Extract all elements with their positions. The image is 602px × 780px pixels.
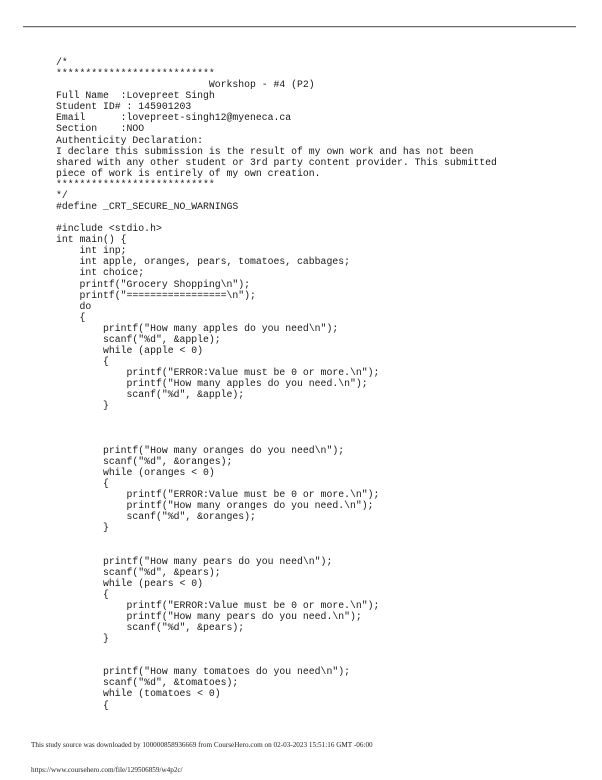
code-line: *************************** bbox=[56, 68, 215, 80]
code-line: #include <stdio.h> bbox=[56, 223, 162, 235]
code-line: while (apple < 0) bbox=[56, 345, 203, 357]
code-line: } bbox=[56, 522, 109, 534]
download-note: This study source was downloaded by 100000858936669 from CourseHero.com on 02-03-2023 15:51:16 GMT -06:00 bbox=[31, 741, 373, 749]
code-line: int choice; bbox=[56, 267, 145, 279]
code-line: piece of work is entirely of my own creation. bbox=[56, 167, 321, 179]
code-line: scanf("%d", &apple); bbox=[56, 389, 245, 401]
code-line: Email :lovepreet-singh12@myeneca.ca bbox=[56, 112, 292, 124]
code-line: printf("ERROR:Value must be 0 or more.\n"); bbox=[56, 599, 380, 611]
code-line bbox=[56, 644, 497, 655]
code-line: Student ID# : 145901203 bbox=[56, 101, 192, 113]
code-line: scanf("%d", &pears); bbox=[56, 621, 245, 633]
code-line: #define _CRT_SECURE_NO_WARNINGS bbox=[56, 201, 239, 213]
code-line: printf("How many apples do you need\n"); bbox=[56, 322, 339, 334]
code-line: printf("How many apples do you need.\n"); bbox=[56, 378, 368, 390]
code-line: printf("Grocery Shopping\n"); bbox=[56, 278, 251, 290]
code-line: I declare this submission is the result of my own work and has not been bbox=[56, 145, 474, 157]
code-line bbox=[56, 533, 497, 544]
code-line bbox=[56, 423, 497, 434]
code-line: } bbox=[56, 400, 109, 412]
code-line: do bbox=[56, 300, 92, 312]
code-line: printf("ERROR:Value must be 0 or more.\n"); bbox=[56, 489, 380, 501]
code-line bbox=[56, 434, 497, 445]
code-line bbox=[56, 544, 497, 555]
code-line: printf("How many tomatoes do you need\n"); bbox=[56, 666, 350, 678]
code-line bbox=[56, 412, 497, 423]
code-line: */ bbox=[56, 189, 68, 201]
code-line: scanf("%d", &pears); bbox=[56, 566, 221, 578]
code-line: shared with any other student or 3rd party content provider. This submitted bbox=[56, 156, 497, 168]
code-line: Section :NOO bbox=[56, 123, 145, 135]
code-line: { bbox=[56, 588, 109, 600]
code-line: Workshop - #4 (P2) bbox=[56, 79, 315, 91]
code-line bbox=[56, 655, 497, 666]
source-code-block bbox=[56, 57, 497, 711]
code-line: { bbox=[56, 356, 109, 368]
code-line: *************************** bbox=[56, 178, 215, 190]
code-line: int main() { bbox=[56, 234, 127, 246]
code-line: int apple, oranges, pears, tomatoes, cabbages; bbox=[56, 256, 350, 268]
code-line: printf("How many oranges do you need.\n"); bbox=[56, 500, 374, 512]
code-line: Full Name :Lovepreet Singh bbox=[56, 90, 215, 102]
code-line: Authenticity Declaration: bbox=[56, 134, 203, 146]
page-top-divider bbox=[23, 26, 576, 28]
code-line: scanf("%d", &oranges); bbox=[56, 511, 256, 523]
code-line bbox=[56, 212, 497, 223]
code-line: { bbox=[56, 477, 109, 489]
code-line: while (tomatoes < 0) bbox=[56, 688, 221, 700]
code-line: printf("ERROR:Value must be 0 or more.\n"); bbox=[56, 367, 380, 379]
code-line: while (pears < 0) bbox=[56, 577, 203, 589]
code-line: } bbox=[56, 633, 109, 645]
code-line: scanf("%d", &oranges); bbox=[56, 455, 233, 467]
code-line: scanf("%d", &apple); bbox=[56, 333, 221, 345]
code-line: printf("How many pears do you need.\n"); bbox=[56, 610, 362, 622]
code-line: while (oranges < 0) bbox=[56, 466, 215, 478]
code-line: { bbox=[56, 311, 86, 323]
code-line: { bbox=[56, 699, 109, 711]
code-line: printf("=================\n"); bbox=[56, 289, 256, 301]
source-url: https://www.coursehero.com/file/129506859/w4p2c/ bbox=[31, 766, 183, 774]
code-line: /* bbox=[56, 57, 68, 68]
code-line: int inp; bbox=[56, 245, 127, 257]
code-line: printf("How many pears do you need\n"); bbox=[56, 555, 333, 567]
code-line: printf("How many oranges do you need\n"); bbox=[56, 444, 345, 456]
code-line: scanf("%d", &tomatoes); bbox=[56, 677, 239, 689]
